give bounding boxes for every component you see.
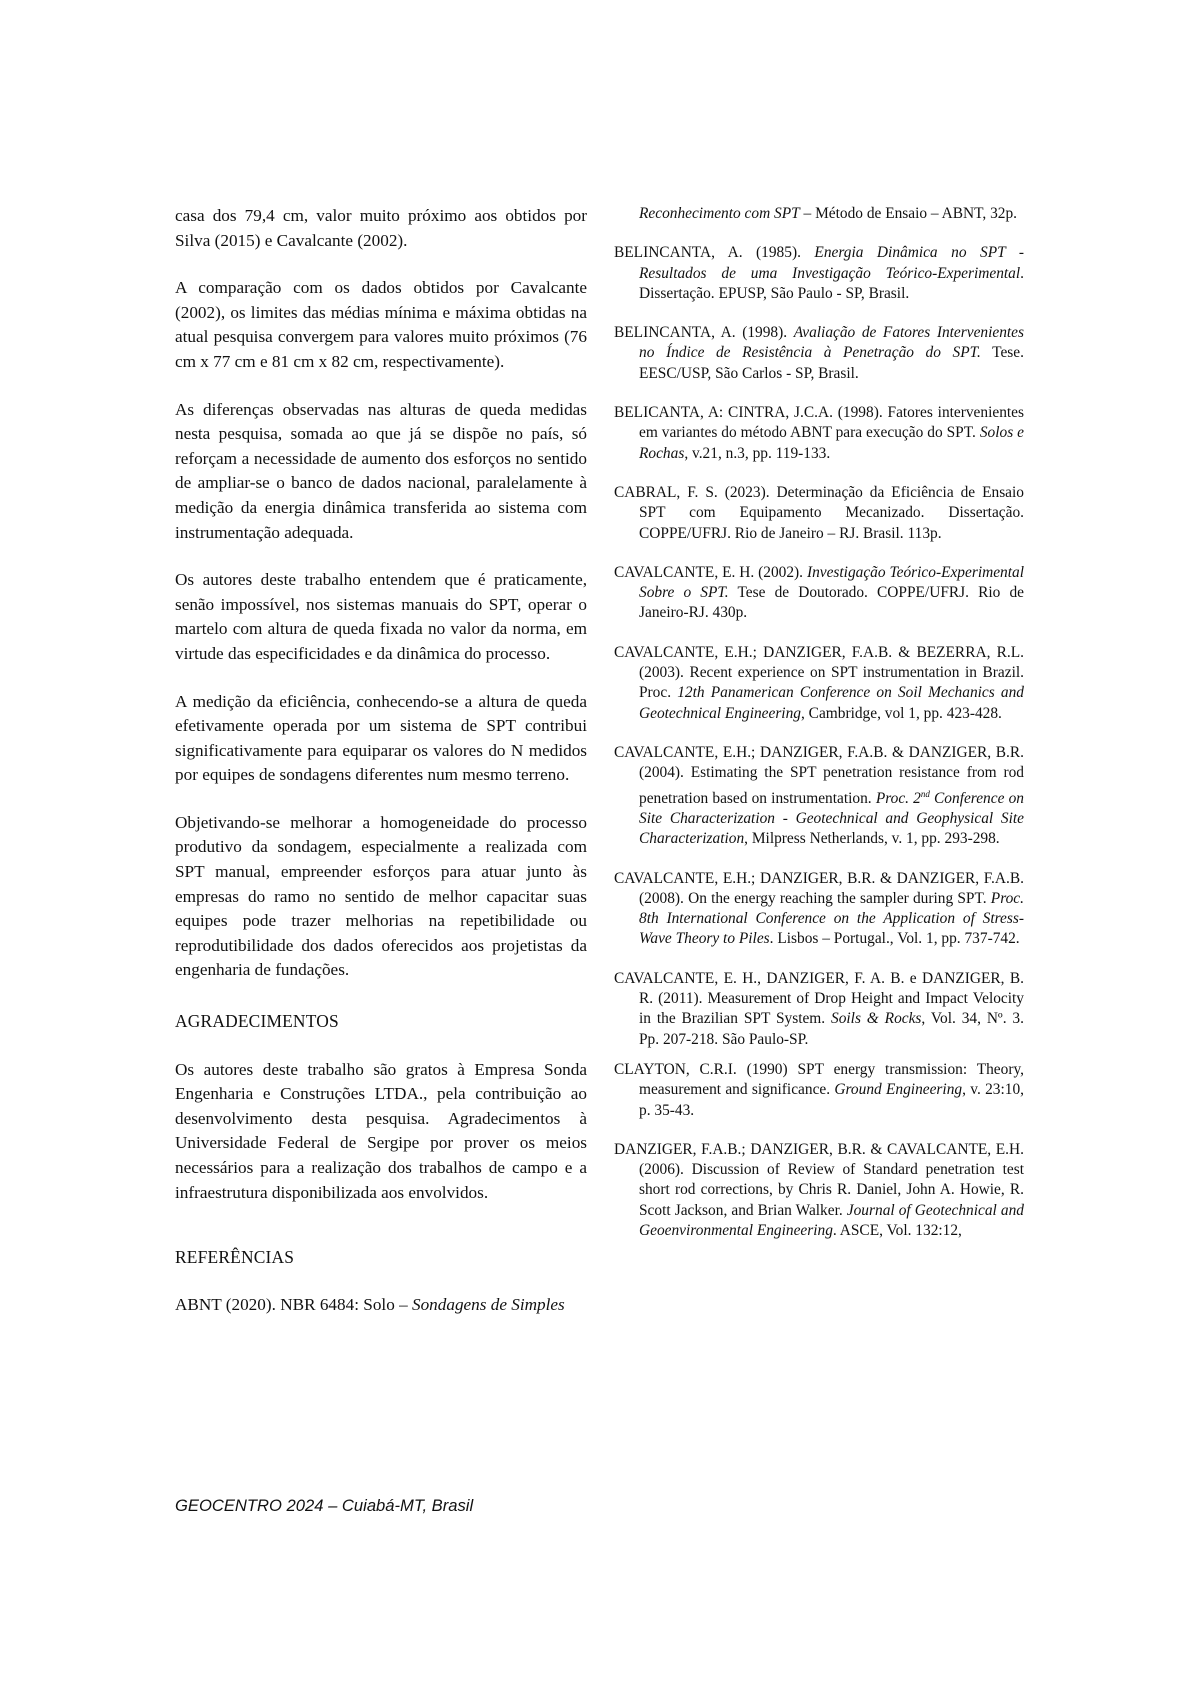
reference-text: . Dissertação. EPUSP, São Paulo - SP, Brasil.	[639, 264, 1024, 302]
reference-text: BELICANTA, A: CINTRA, J.C.A. (1998). Fatores intervenientes em variantes do método ABNT para execução do SPT.	[614, 404, 1024, 442]
reference-entry	[614, 1060, 1024, 1121]
page-footer: GEOCENTRO 2024 – Cuiabá-MT, Brasil	[175, 1496, 474, 1515]
reference-continuation	[614, 204, 1024, 224]
reference-text: , v.21, n.3, pp. 119-133.	[684, 444, 831, 462]
body-paragraph: casa dos 79,4 cm, valor muito próximo aos obtidos por Silva (2015) e Cavalcante (2002).	[175, 206, 587, 250]
reference-entry	[614, 243, 1024, 304]
body-paragraph: A medição da eficiência, conhecendo-se a altura de queda efetivamente operada por um sistema de SPT contribui significativamente para equiparar os valores do N medidos por equipes de sondagens diferentes num mesmo terreno.	[175, 691, 587, 785]
right-column	[614, 204, 1024, 1260]
reference-title: Investigação Teórico-Experimental Sobre o SPT.	[639, 563, 1024, 602]
reference-text: Tese de Doutorado. COPPE/UFRJ. Rio de Janeiro-RJ. 430p.	[639, 584, 1024, 622]
reference-text: , Cambridge, vol 1, pp. 423-428.	[800, 704, 1002, 722]
section-heading-references: REFERÊNCIAS	[175, 1247, 295, 1268]
reference-text: CLAYTON, C.R.I. (1990) SPT energy transmission: Theory, measurement and significance.	[614, 1060, 1024, 1099]
reference-text: CAVALCANTE, E. H. (2002).	[614, 563, 807, 581]
reference-text: ABNT (2020). NBR 6484: Solo –	[175, 1294, 412, 1314]
reference-entry	[614, 563, 1024, 624]
reference-entry	[614, 1140, 1024, 1241]
reference-text: BELINCANTA, A. (1998).	[614, 324, 794, 342]
reference-text: CAVALCANTE, E.H.; DANZIGER, F.A.B. & BEZERRA, R.L. (2003). Recent experience on SPT instrumentation in Brazil. Proc.	[614, 643, 1024, 702]
body-paragraph: Os autores deste trabalho entendem que é praticamente, senão impossível, nos sistemas manuais do SPT, operar o martelo com altura de queda fixada no valor da norma, em virtude das especificidades e da dinâmica do processo.	[175, 570, 587, 663]
reference-title: Proc. 8th International Conference on the Application of Stress-Wave Theory to Piles	[639, 889, 1024, 948]
reference-text: CAVALCANTE, E.H.; DANZIGER, F.A.B. & DANZIGER, B.R. (2004). Estimating the SPT penetration resistance from rod penetration based on instrumentation.	[614, 743, 1024, 807]
reference-title: 12th Panamerican Conference on Soil Mechanics and Geotechnical Engineering	[639, 684, 1024, 722]
left-column	[175, 204, 587, 1317]
reference-text: – Método de Ensaio – ABNT, 32p.	[799, 205, 1018, 222]
reference-title: Sondagens de Simples	[411, 1294, 565, 1314]
reference-text: DANZIGER, F.A.B.; DANZIGER, B.R. & CAVALCANTE, E.H. (2006). Discussion of Review of Standard penetration test short rod corrections, by Chris R. Daniel, John A. Howie, R. Scott Jackson, and Brian Walker.	[614, 1140, 1024, 1219]
reference-title: Proc. 2	[875, 789, 921, 807]
reference-title: Reconhecimento com SPT	[639, 205, 800, 222]
reference-text: . Lisbos – Portugal., Vol. 1, pp. 737-742.	[769, 930, 1020, 948]
body-paragraph: A comparação com os dados obtidos por Cavalcante (2002), os limites das médias mínima e máxima obtidas na atual pesquisa convergem para valores muito próximos (76 cm x 77 cm e 81 cm x 82 cm, respectivamente).	[175, 278, 587, 371]
reference-text: . ASCE, Vol. 132:12,	[832, 1222, 962, 1239]
superscript: nd	[920, 788, 930, 799]
reference-title: Solos e Rochas	[639, 424, 1024, 462]
reference-entry	[614, 869, 1024, 950]
reference-entry	[175, 1293, 587, 1318]
reference-title: Soils & Rocks	[831, 1010, 922, 1028]
reference-entry	[614, 743, 1024, 850]
reference-entry: CABRAL, F. S. (2023). Determinação da Eficiência de Ensaio SPT com Equipamento Mecanizado. Dissertação. COPPE/UFRJ. Rio de Janeiro – RJ. Brasil. 113p.	[614, 483, 1024, 542]
reference-entry	[614, 323, 1024, 384]
reference-title: Journal of Geotechnical and Geoenvironmental Engineering	[639, 1201, 1024, 1239]
reference-text: , Vol. 34, Nº. 3. Pp. 207-218. São Paulo-SP.	[639, 1010, 1024, 1048]
reference-text: , v. 23:10, p. 35-43.	[639, 1081, 1024, 1119]
reference-text: BELINCANTA, A. (1985).	[614, 244, 815, 262]
reference-title: Energia Dinâmica no SPT - Resultados de uma Investigação Teórico-Experimental	[639, 244, 1025, 282]
reference-title: Conference on Site Characterization - Geotechnical and Geophysical Site Characterization	[639, 789, 1024, 848]
reference-text: CAVALCANTE, E. H., DANZIGER, F. A. B. e DANZIGER, B. R. (2011). Measurement of Drop Height and Impact Velocity in the Brazilian SPT System.	[614, 969, 1024, 1028]
acknowledgements-text: Os autores deste trabalho são gratos à Empresa Sonda Engenharia e Construções LTDA., pela contribuição ao desenvolvimento desta pesquisa. Agradecimentos à Universidade Federal de Sergipe por prover os meios necessários para a realização dos trabalhos de campo e a infraestrutura disponibilizada aos envolvidos.	[175, 1059, 587, 1202]
reference-title: Ground Engineering	[834, 1081, 963, 1099]
reference-text: , Milpress Netherlands, v. 1, pp. 293-298.	[744, 830, 1000, 848]
reference-text: Tese. EESC/USP, São Carlos - SP, Brasil.	[639, 344, 1024, 382]
reference-text: CAVALCANTE, E.H.; DANZIGER, B.R. & DANZIGER, F.A.B. (2008). On the energy reaching the sampler during SPT.	[614, 869, 1024, 907]
reference-entry	[614, 643, 1024, 724]
body-paragraph: Objetivando-se melhorar a homogeneidade do processo produtivo da sondagem, especialmente a realizada com SPT manual, empreender esforços para atuar junto às empresas do ramo no sentido de melhor capacitar suas equipes pode trazer melhorias na repetibilidade ou reprodutibilidade dos dados oferecidos aos projetistas da engenharia de fundações.	[175, 812, 587, 980]
reference-title: Avaliação de Fatores Intervenientes no Índice de Resistência à Penetração do SPT.	[639, 324, 1024, 362]
body-paragraph: As diferenças observadas nas alturas de queda medidas nesta pesquisa, somada ao que já se dispõe no país, só reforçam a necessidade de aumento dos esforços no sentido de ampliar-se o banco de dados nacional, paralelamente à medição da energia dinâmica transferida ao sistema com instrumentação adequada.	[175, 399, 587, 542]
reference-entry	[614, 403, 1024, 464]
section-heading-acknowledgements: AGRADECIMENTOS	[175, 1011, 339, 1032]
reference-entry	[614, 969, 1024, 1050]
